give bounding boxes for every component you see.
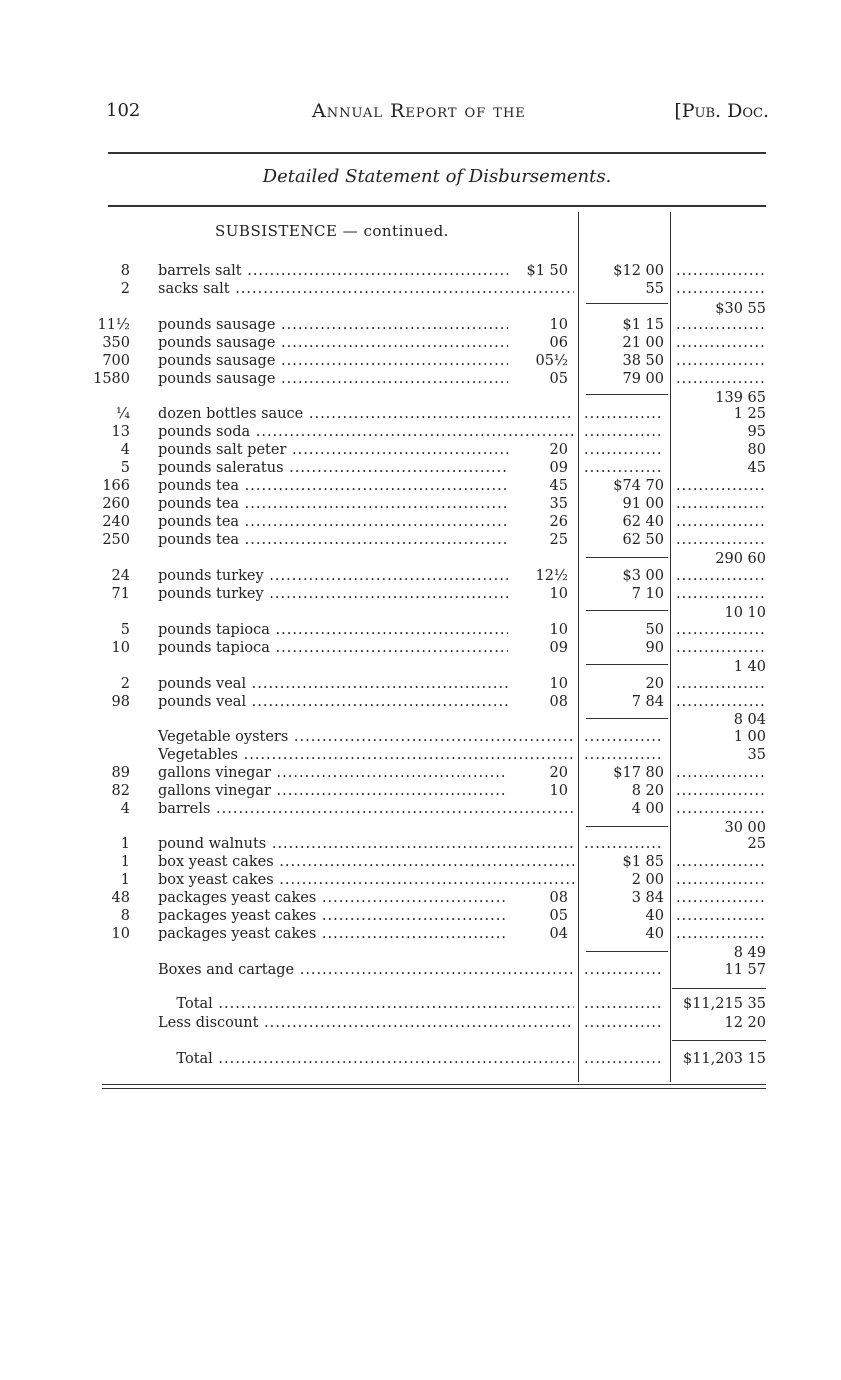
table-row <box>0 658 841 676</box>
table-row <box>0 334 841 352</box>
total-leader-dots <box>676 585 766 603</box>
description-text: pounds soda ..... <box>158 424 574 440</box>
table-row <box>0 693 841 711</box>
total-leader-dots <box>676 621 766 639</box>
description-cell <box>158 370 508 388</box>
total-cell: $11,215 35 <box>682 996 766 1012</box>
description-cell <box>158 961 574 979</box>
description-text: pounds veal ..... <box>158 676 508 692</box>
amount-leader-dots <box>584 1014 664 1032</box>
description-text: pounds turkey ..... <box>158 586 508 602</box>
table-row <box>0 889 841 907</box>
amount-cell: 7 10 <box>631 586 664 602</box>
description-text: pounds sausage ..... <box>158 353 508 369</box>
table-row <box>0 639 841 657</box>
amount-cell: 50 <box>645 622 664 638</box>
total-cell: 1 25 <box>733 406 766 422</box>
amount-leader-dots <box>584 746 664 764</box>
table-row <box>0 782 841 800</box>
total-cell: 45 <box>747 460 766 476</box>
quantity-cell: 98 <box>111 694 130 710</box>
rate-cell: 10 <box>549 676 568 692</box>
table-row <box>0 961 841 979</box>
total-cell: 80 <box>747 442 766 458</box>
total-cell: 290 60 <box>715 551 766 567</box>
total-leader-dots <box>676 800 766 818</box>
total-leader-dots <box>676 907 766 925</box>
subtotal-rule <box>586 951 668 952</box>
subtotal-rule <box>586 826 668 827</box>
total-leader-dots <box>676 925 766 943</box>
description-cell <box>158 995 574 1013</box>
table-row <box>0 621 841 639</box>
table-row <box>0 423 841 441</box>
running-title: Annual Report of the <box>312 100 526 122</box>
total-leader-dots <box>676 316 766 334</box>
rate-cell: 10 <box>549 783 568 799</box>
amount-cell: 7 84 <box>631 694 664 710</box>
rate-cell: 20 <box>549 765 568 781</box>
total-leader-dots <box>676 262 766 280</box>
quantity-cell: 48 <box>111 890 130 906</box>
rate-cell: $1 50 <box>526 263 568 279</box>
statement-subtitle: Detailed Statement of Disbursements. <box>262 166 612 187</box>
table-row <box>0 495 841 513</box>
footer-rule-top <box>102 1084 766 1085</box>
table-row <box>0 280 841 298</box>
quantity-cell: 5 <box>120 460 130 476</box>
subtotal-rule <box>586 303 668 304</box>
description-cell <box>158 1014 574 1032</box>
description-text: barrels salt ..... <box>158 263 508 279</box>
amount-leader-dots <box>584 423 664 441</box>
rate-cell: 10 <box>549 317 568 333</box>
amount-leader-dots <box>584 835 664 853</box>
amount-leader-dots <box>584 1050 664 1068</box>
table-row <box>0 871 841 889</box>
description-cell <box>158 675 508 693</box>
rate-cell: 25 <box>549 532 568 548</box>
amount-cell: 55 <box>645 281 664 297</box>
rate-cell: 20 <box>549 442 568 458</box>
description-cell <box>158 1050 574 1068</box>
description-text: box yeast cakes ..... <box>158 872 574 888</box>
quantity-cell: 260 <box>102 496 130 512</box>
table-row <box>0 370 841 388</box>
table-row <box>0 441 841 459</box>
amount-cell: 2 00 <box>631 872 664 888</box>
description-text: pounds veal ..... <box>158 694 508 710</box>
description-text: packages yeast cakes ..... <box>158 926 508 942</box>
quantity-cell: 4 <box>120 442 130 458</box>
description-text: pounds tea ..... <box>158 514 508 530</box>
description-cell <box>158 531 508 549</box>
amount-cell: 62 40 <box>622 514 664 530</box>
description-cell <box>158 746 574 764</box>
total-cell: 8 49 <box>733 945 766 961</box>
total-leader-dots <box>676 782 766 800</box>
table-row <box>0 316 841 334</box>
rate-cell: 26 <box>549 514 568 530</box>
total-leader-dots <box>676 352 766 370</box>
quantity-cell: 350 <box>102 335 130 351</box>
description-cell <box>158 782 508 800</box>
table-row <box>0 550 841 568</box>
table-row <box>0 853 841 871</box>
description-text: pounds tea ..... <box>158 496 508 512</box>
quantity-cell: 250 <box>102 532 130 548</box>
quantity-cell: 13 <box>111 424 130 440</box>
total-leader-dots <box>676 495 766 513</box>
description-cell <box>158 764 508 782</box>
total-leader-dots <box>676 853 766 871</box>
description-cell <box>158 728 574 746</box>
amount-leader-dots <box>584 728 664 746</box>
amount-leader-dots <box>584 405 664 423</box>
table-row <box>0 604 841 622</box>
table-row <box>0 711 841 729</box>
subtotal-rule <box>586 394 668 395</box>
amount-cell: 20 <box>645 676 664 692</box>
description-text: Boxes and cartage ..... <box>158 962 574 978</box>
rate-cell: 05½ <box>535 353 568 369</box>
total-cell: 1 40 <box>733 659 766 675</box>
description-text: Total ..... <box>158 1051 574 1067</box>
section-heading: SUBSISTENCE — continued. <box>215 222 449 240</box>
description-text: Less discount ..... <box>158 1015 574 1031</box>
rate-cell: 08 <box>549 694 568 710</box>
rate-cell: 35 <box>549 496 568 512</box>
description-cell <box>158 925 508 943</box>
description-text: pound walnuts ..... <box>158 836 574 852</box>
amount-cell: $1 15 <box>622 317 664 333</box>
amount-cell: 3 84 <box>631 890 664 906</box>
rate-cell: 10 <box>549 622 568 638</box>
quantity-cell: 1 <box>120 836 130 852</box>
description-text: barrels ..... <box>158 801 574 817</box>
total-leader-dots <box>676 567 766 585</box>
amount-cell: 62 50 <box>622 532 664 548</box>
total-leader-dots <box>676 280 766 298</box>
description-cell <box>158 567 508 585</box>
total-cell: 139 65 <box>715 390 766 406</box>
description-cell <box>158 907 508 925</box>
quantity-cell: 2 <box>120 281 130 297</box>
page-number: 102 <box>106 100 141 121</box>
total-leader-dots <box>676 871 766 889</box>
description-cell <box>158 853 574 871</box>
amount-cell: 40 <box>645 926 664 942</box>
description-text: pounds sausage ..... <box>158 317 508 333</box>
description-cell <box>158 585 508 603</box>
amount-leader-dots <box>584 995 664 1013</box>
subtitle-rule <box>108 205 766 207</box>
quantity-cell: 1580 <box>93 371 130 387</box>
description-text: pounds saleratus ..... <box>158 460 508 476</box>
subtotal-rule <box>586 664 668 665</box>
table-row <box>0 728 841 746</box>
table-row <box>0 567 841 585</box>
amount-cell: 90 <box>645 640 664 656</box>
description-cell <box>158 693 508 711</box>
description-text: pounds tea ..... <box>158 532 508 548</box>
description-cell <box>158 621 508 639</box>
table-row <box>0 800 841 818</box>
description-cell <box>158 889 508 907</box>
table-row <box>0 477 841 495</box>
description-text: pounds sausage ..... <box>158 335 508 351</box>
description-cell <box>158 477 508 495</box>
description-cell <box>158 262 508 280</box>
rate-cell: 04 <box>549 926 568 942</box>
amount-cell: 40 <box>645 908 664 924</box>
footer-rule-bottom <box>102 1088 766 1089</box>
total-cell: 95 <box>747 424 766 440</box>
total-cell: 1 00 <box>733 729 766 745</box>
description-cell <box>158 316 508 334</box>
table-row <box>0 513 841 531</box>
table-row <box>0 531 841 549</box>
quantity-cell: 8 <box>120 263 130 279</box>
description-cell <box>158 405 574 423</box>
table-row <box>0 1014 841 1032</box>
total-leader-dots <box>676 764 766 782</box>
total-cell: 12 20 <box>724 1015 766 1031</box>
total-leader-dots <box>676 675 766 693</box>
table-row <box>0 925 841 943</box>
description-text: dozen bottles sauce ..... <box>158 406 574 422</box>
description-text: packages yeast cakes ..... <box>158 908 508 924</box>
description-text: pounds salt peter ..... <box>158 442 508 458</box>
table-row <box>0 585 841 603</box>
description-text: Total ..... <box>158 996 574 1012</box>
description-text: Vegetable oysters ..... <box>158 729 574 745</box>
table-row <box>0 944 841 962</box>
description-text: pounds sausage ..... <box>158 371 508 387</box>
amount-cell: 8 20 <box>631 783 664 799</box>
quantity-cell: 10 <box>111 926 130 942</box>
description-cell <box>158 871 574 889</box>
amount-leader-dots <box>584 961 664 979</box>
total-cell: 35 <box>747 747 766 763</box>
quantity-cell: 71 <box>111 586 130 602</box>
quantity-cell: 89 <box>111 765 130 781</box>
rate-cell: 05 <box>549 908 568 924</box>
description-cell <box>158 334 508 352</box>
description-cell <box>158 459 508 477</box>
description-cell <box>158 800 574 818</box>
table-row <box>0 1050 841 1068</box>
quantity-cell: 82 <box>111 783 130 799</box>
quantity-cell: 5 <box>120 622 130 638</box>
total-leader-dots <box>676 370 766 388</box>
pub-doc-label: [Pub. Doc. <box>674 100 769 122</box>
table-row <box>0 675 841 693</box>
amount-cell: 4 00 <box>631 801 664 817</box>
total-leader-dots <box>676 477 766 495</box>
amount-cell: $12 00 <box>613 263 664 279</box>
total-leader-dots <box>676 889 766 907</box>
description-text: packages yeast cakes ..... <box>158 890 508 906</box>
description-text: gallons vinegar ..... <box>158 765 508 781</box>
quantity-cell: 8 <box>120 908 130 924</box>
description-cell <box>158 280 574 298</box>
table-row <box>0 995 841 1013</box>
rate-cell: 05 <box>549 371 568 387</box>
total-rule <box>672 988 766 989</box>
amount-cell: $1 85 <box>622 854 664 870</box>
amount-cell: 91 00 <box>622 496 664 512</box>
quantity-cell: 700 <box>102 353 130 369</box>
total-leader-dots <box>676 531 766 549</box>
total-cell: 11 57 <box>724 962 766 978</box>
description-cell <box>158 495 508 513</box>
amount-leader-dots <box>584 441 664 459</box>
total-leader-dots <box>676 693 766 711</box>
total-leader-dots <box>676 639 766 657</box>
quantity-cell: 1 <box>120 854 130 870</box>
quantity-cell: 166 <box>102 478 130 494</box>
table-row <box>0 835 841 853</box>
quantity-cell: 1 <box>120 872 130 888</box>
description-cell <box>158 639 508 657</box>
amount-cell: $3 00 <box>622 568 664 584</box>
total-cell: $30 55 <box>715 301 766 317</box>
description-text: pounds tapioca ..... <box>158 622 508 638</box>
description-text: Vegetables ..... <box>158 747 574 763</box>
rate-cell: 06 <box>549 335 568 351</box>
subtotal-rule <box>586 718 668 719</box>
table-row <box>0 907 841 925</box>
quantity-cell: 240 <box>102 514 130 530</box>
rate-cell: 12½ <box>535 568 568 584</box>
total-cell: 30 00 <box>724 820 766 836</box>
rate-cell: 45 <box>549 478 568 494</box>
amount-leader-dots <box>584 459 664 477</box>
total-cell: $11,203 15 <box>682 1051 766 1067</box>
quantity-cell: 11½ <box>97 317 130 333</box>
description-cell <box>158 513 508 531</box>
quantity-cell: 4 <box>120 801 130 817</box>
total-cell: 8 04 <box>733 712 766 728</box>
rate-cell: 10 <box>549 586 568 602</box>
description-text: box yeast cakes ..... <box>158 854 574 870</box>
header-rule <box>108 152 766 154</box>
table-row <box>0 459 841 477</box>
total-leader-dots <box>676 513 766 531</box>
description-text: pounds tapioca ..... <box>158 640 508 656</box>
description-cell <box>158 352 508 370</box>
subtotal-rule <box>586 610 668 611</box>
total-cell: 10 10 <box>724 605 766 621</box>
description-text: pounds tea ..... <box>158 478 508 494</box>
rate-cell: 09 <box>549 460 568 476</box>
rate-cell: 08 <box>549 890 568 906</box>
amount-cell: 79 00 <box>622 371 664 387</box>
table-row <box>0 352 841 370</box>
description-cell <box>158 423 574 441</box>
amount-cell: $17 80 <box>613 765 664 781</box>
total-leader-dots <box>676 334 766 352</box>
description-cell <box>158 835 574 853</box>
subtotal-rule <box>586 557 668 558</box>
rate-cell: 09 <box>549 640 568 656</box>
table-row <box>0 262 841 280</box>
description-cell <box>158 441 508 459</box>
quantity-cell: ¼ <box>115 406 130 422</box>
amount-cell: 21 00 <box>622 335 664 351</box>
table-row <box>0 405 841 423</box>
quantity-cell: 10 <box>111 640 130 656</box>
amount-cell: $74 70 <box>613 478 664 494</box>
description-text: pounds turkey ..... <box>158 568 508 584</box>
description-text: gallons vinegar ..... <box>158 783 508 799</box>
quantity-cell: 24 <box>111 568 130 584</box>
description-text: sacks salt ..... <box>158 281 574 297</box>
total-rule <box>672 1040 766 1041</box>
table-row <box>0 746 841 764</box>
table-row <box>0 764 841 782</box>
total-cell: 25 <box>747 836 766 852</box>
quantity-cell: 2 <box>120 676 130 692</box>
amount-cell: 38 50 <box>622 353 664 369</box>
